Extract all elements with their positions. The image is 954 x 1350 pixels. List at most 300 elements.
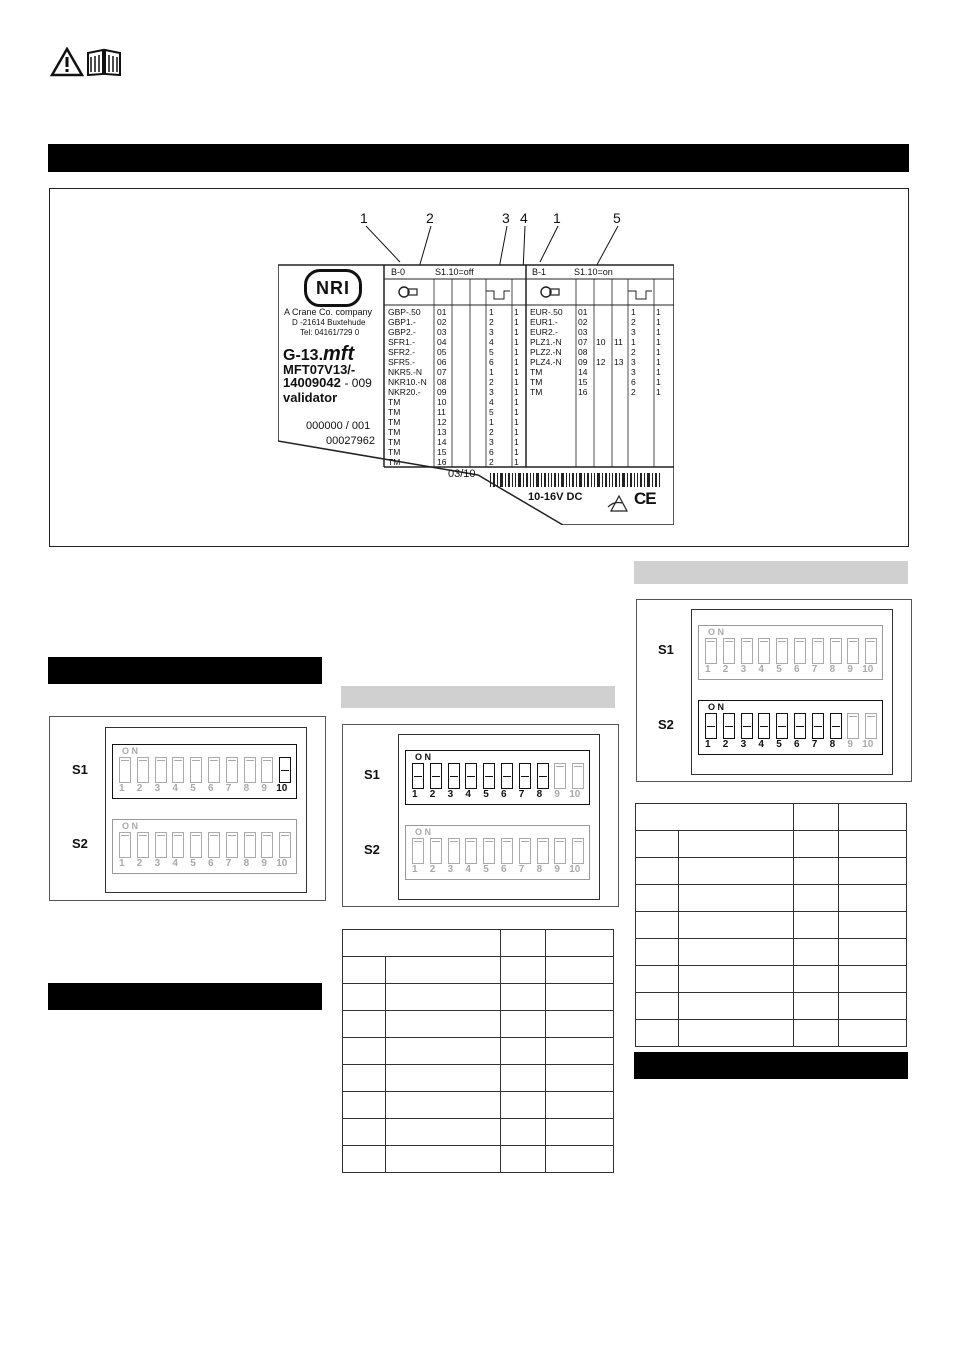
dip-toggle-knob <box>157 760 165 769</box>
table-row <box>636 858 907 885</box>
manufacturer-logo: NRI <box>304 269 362 307</box>
dip-number: 9 <box>554 864 560 875</box>
table-header-row <box>343 930 614 957</box>
plate-table-cell: 1 <box>514 357 519 367</box>
plate-table-cell: 16 <box>578 387 588 397</box>
dip-number: 1 <box>705 739 711 750</box>
dip-toggle-9[interactable] <box>847 638 859 664</box>
table-cell <box>385 1146 501 1173</box>
plate-table-cell: 01 <box>578 307 588 317</box>
table-cell <box>794 966 839 993</box>
table-row <box>343 984 614 1011</box>
section-bar-right <box>634 561 908 584</box>
dip-number: 3 <box>740 739 747 750</box>
dip-number: 2 <box>429 789 436 800</box>
table-cell <box>385 1065 501 1092</box>
dip-toggle-knob <box>228 835 236 844</box>
dip-toggle-knob <box>450 776 458 785</box>
plate-table-row <box>388 427 528 437</box>
table-cell <box>501 1092 546 1119</box>
dip-switch-s2-a <box>112 819 297 874</box>
plate-table-cell: 1 <box>514 397 519 407</box>
plate-table-cell: 03 <box>437 327 447 337</box>
plate-table-cell: 12 <box>437 417 447 427</box>
table-cell <box>636 885 679 912</box>
plate-table-row <box>530 367 670 377</box>
table-row <box>343 1011 614 1038</box>
plate-table-cell: 1 <box>514 437 519 447</box>
plate-table-cell: 02 <box>437 317 447 327</box>
s1-label-c: S1 <box>658 642 674 657</box>
plate-table-row <box>530 387 670 397</box>
plate-table-row <box>388 457 528 467</box>
dip-number: 5 <box>483 864 489 875</box>
dip-number: 6 <box>208 858 214 869</box>
dip-number: 2 <box>429 864 436 875</box>
dip-number: 3 <box>154 858 161 869</box>
table-cell <box>636 993 679 1020</box>
table-cell <box>385 957 501 984</box>
table-row <box>636 831 907 858</box>
dip-number: 6 <box>501 864 507 875</box>
dip-toggle-3[interactable] <box>155 757 167 783</box>
dip-toggle-1[interactable] <box>412 763 424 789</box>
table-cell <box>501 984 546 1011</box>
dip-number: 6 <box>794 664 800 675</box>
table-cell <box>794 993 839 1020</box>
plate-table-cell: 14 <box>578 367 588 377</box>
dip-switch-s1-a <box>112 744 297 799</box>
dip-number: 4 <box>758 739 764 750</box>
plate-table-row <box>530 357 670 367</box>
table-row <box>343 1065 614 1092</box>
dip-toggle-4[interactable] <box>465 838 477 864</box>
dip-on-label: O N <box>122 821 139 831</box>
plate-table-cell: TM <box>530 377 543 387</box>
plate-table-cell: 15 <box>437 447 447 457</box>
plate-table-cell: NKR10.-N <box>388 377 427 387</box>
dip-number: 2 <box>136 783 143 794</box>
ce-mark: CE <box>634 489 656 508</box>
dip-toggle-knob <box>725 641 733 650</box>
plate-table-cell: 3 <box>631 327 636 337</box>
table-row <box>343 1038 614 1065</box>
plate-table-cell: 03 <box>578 327 588 337</box>
plate-table-cell: 2 <box>631 347 636 357</box>
dip-toggle-knob <box>228 760 236 769</box>
dip-toggle-knob <box>867 716 875 725</box>
dip-number: 2 <box>722 739 729 750</box>
dip-toggle-knob <box>574 766 582 775</box>
dip-number: 9 <box>261 783 267 794</box>
dip-toggle-10[interactable] <box>279 757 291 783</box>
dip-toggle-6[interactable] <box>794 713 806 739</box>
plate-table-row <box>388 367 528 377</box>
dip-number: 6 <box>501 789 507 800</box>
table-cell <box>545 1038 613 1065</box>
dip-toggle-3[interactable] <box>741 713 753 739</box>
dip-toggle-3[interactable] <box>741 638 753 664</box>
dip-toggle-1[interactable] <box>705 713 717 739</box>
plate-table-cell: 1 <box>489 307 494 317</box>
dip-toggle-3[interactable] <box>155 832 167 858</box>
dip-toggle-7[interactable] <box>226 832 238 858</box>
plate-table-cell: 1 <box>656 347 661 357</box>
plate-table-cell: 1 <box>656 307 661 317</box>
dip-toggle-knob <box>849 716 857 725</box>
plate-table-cell: 05 <box>437 347 447 357</box>
plate-table-cell: SFR1.- <box>388 337 415 347</box>
plate-table-row <box>530 377 670 387</box>
plate-table-cell: TM <box>530 387 543 397</box>
date-code: 03/10 <box>448 468 476 480</box>
table-cell <box>545 1119 613 1146</box>
plate-table-cell: PLZ1.-N <box>530 337 562 347</box>
plate-table-cell: 10 <box>596 337 606 347</box>
plate-table-cell: 2 <box>489 317 494 327</box>
dip-number: 7 <box>811 664 818 675</box>
dip-toggle-knob <box>849 641 857 650</box>
dip-number: 2 <box>722 664 729 675</box>
section-bar-left-1 <box>48 657 322 684</box>
table-cell <box>501 1038 546 1065</box>
plate-table-cell: GBP2.- <box>388 327 416 337</box>
table-row <box>636 966 907 993</box>
dip-toggle-4[interactable] <box>758 638 770 664</box>
table-cell <box>678 831 794 858</box>
dip-toggle-10[interactable] <box>572 763 584 789</box>
dip-toggle-knob <box>707 726 715 735</box>
plate-table-cell: SFR5.- <box>388 357 415 367</box>
table-cell <box>545 957 613 984</box>
dip-number: 2 <box>136 858 143 869</box>
plate-table-row <box>530 317 670 327</box>
dip-toggle-knob <box>121 835 129 844</box>
plate-table-cell: 1 <box>631 307 636 317</box>
dip-toggle-knob <box>450 841 458 850</box>
dip-toggle-knob <box>485 776 493 785</box>
dip-toggle-9[interactable] <box>847 713 859 739</box>
dip-toggle-knob <box>157 835 165 844</box>
plate-table-cell: EUR2.- <box>530 327 558 337</box>
dip-number: 5 <box>190 783 196 794</box>
plate-table-cell: TM <box>388 447 401 457</box>
dip-toggle-6[interactable] <box>501 838 513 864</box>
plate-table-cell: GBP1.- <box>388 317 416 327</box>
dip-number: 4 <box>172 858 178 869</box>
dip-toggle-knob <box>574 841 582 850</box>
table-header-row <box>636 804 907 831</box>
table-cell <box>343 1092 386 1119</box>
dip-toggle-10[interactable] <box>279 832 291 858</box>
dip-number: 8 <box>243 858 250 869</box>
plate-table-cell: 6 <box>489 357 494 367</box>
dip-toggle-5[interactable] <box>776 638 788 664</box>
dip-number: 3 <box>154 783 161 794</box>
section-bar-left-2 <box>48 983 322 1010</box>
dip-switch-s2-c <box>698 700 883 755</box>
table-cell <box>545 1065 613 1092</box>
table-row <box>343 1146 614 1173</box>
dip-toggle-5[interactable] <box>483 838 495 864</box>
plate-table-cell: 09 <box>437 387 447 397</box>
plate-table-cell: TM <box>388 397 401 407</box>
dip-number: 10 <box>276 858 288 869</box>
dip-toggle-knob <box>743 726 751 735</box>
table-cell <box>838 993 906 1020</box>
plate-table-cell: 3 <box>489 437 494 447</box>
plate-table-cell: 01 <box>437 307 447 317</box>
table-cell <box>385 1119 501 1146</box>
table-cell <box>838 831 906 858</box>
dip-toggle-9[interactable] <box>554 763 566 789</box>
dip-toggle-1[interactable] <box>119 832 131 858</box>
dip-toggle-4[interactable] <box>172 757 184 783</box>
plate-table-cell: TM <box>388 457 401 467</box>
dip-toggle-7[interactable] <box>812 713 824 739</box>
dip-toggle-knob <box>246 835 254 844</box>
plate-table-cell: PLZ2.-N <box>530 347 562 357</box>
table-cell <box>678 939 794 966</box>
dip-toggle-4[interactable] <box>172 832 184 858</box>
plate-table-row <box>388 407 528 417</box>
dip-toggle-5[interactable] <box>190 757 202 783</box>
table-cell <box>678 858 794 885</box>
dip-number: 1 <box>705 664 711 675</box>
dip-toggle-2[interactable] <box>137 757 149 783</box>
dip-toggle-knob <box>796 641 804 650</box>
table-cell <box>545 1092 613 1119</box>
dip-number: 7 <box>518 789 525 800</box>
plate-table-cell: TM <box>388 427 401 437</box>
dip-toggle-8[interactable] <box>244 832 256 858</box>
dip-number: 6 <box>208 783 214 794</box>
dip-toggle-knob <box>414 776 422 785</box>
plate-table-row <box>530 337 670 347</box>
plate-table-cell: 1 <box>514 347 519 357</box>
table-cell <box>794 885 839 912</box>
dip-toggle-knob <box>778 726 786 735</box>
dip-toggle-knob <box>281 835 289 844</box>
plate-table-cell: TM <box>388 407 401 417</box>
section-bar-right-2 <box>634 1052 908 1079</box>
plate-table-cell: 08 <box>437 377 447 387</box>
callout-4: 4 <box>520 210 528 226</box>
dip-number: 1 <box>412 789 418 800</box>
dip-toggle-2[interactable] <box>723 638 735 664</box>
dip-number: 4 <box>465 864 471 875</box>
table-row <box>343 957 614 984</box>
plate-table-cell: 2 <box>489 427 494 437</box>
b0-setting: S1.10=off <box>435 267 474 277</box>
dip-toggle-10[interactable] <box>572 838 584 864</box>
table-cell <box>678 993 794 1020</box>
table-cell <box>636 966 679 993</box>
dip-toggle-5[interactable] <box>483 763 495 789</box>
plate-table-cell: 16 <box>437 457 447 467</box>
dip-number: 7 <box>518 864 525 875</box>
dip-number: 8 <box>536 864 543 875</box>
callout-5: 5 <box>613 210 621 226</box>
plate-table-cell: 14 <box>437 437 447 447</box>
dip-toggle-7[interactable] <box>226 757 238 783</box>
s1-label-a: S1 <box>72 762 88 777</box>
plate-table-cell: 1 <box>656 377 661 387</box>
dip-number: 7 <box>811 739 818 750</box>
table-cell <box>545 1011 613 1038</box>
plate-table-row <box>530 307 670 317</box>
dip-toggle-8[interactable] <box>537 763 549 789</box>
serial-number-1: 000000 / 001 <box>306 420 371 432</box>
table-cell <box>385 1011 501 1038</box>
plate-table-cell: 04 <box>437 337 447 347</box>
plate-table-cell: 1 <box>514 387 519 397</box>
plate-table-cell: 2 <box>631 317 636 327</box>
table-row <box>636 912 907 939</box>
plate-table-cell: 5 <box>489 347 494 357</box>
dip-toggle-2[interactable] <box>137 832 149 858</box>
dip-toggle-knob <box>263 835 271 844</box>
dip-toggle-1[interactable] <box>705 638 717 664</box>
table-cell <box>636 831 679 858</box>
dip-toggle-knob <box>139 835 147 844</box>
dip-toggle-5[interactable] <box>190 832 202 858</box>
plate-table-row <box>388 317 528 327</box>
table-header-cell <box>501 930 546 957</box>
dip-toggle-3[interactable] <box>448 838 460 864</box>
dip-number: 7 <box>225 783 232 794</box>
table-cell <box>501 957 546 984</box>
table-cell <box>678 966 794 993</box>
dip-toggle-8[interactable] <box>537 838 549 864</box>
plate-table-cell: 1 <box>489 417 494 427</box>
dip-on-label: O N <box>122 746 139 756</box>
plate-table-cell: 4 <box>489 397 494 407</box>
dip-toggle-7[interactable] <box>519 838 531 864</box>
dip-toggle-10[interactable] <box>865 638 877 664</box>
dip-toggle-6[interactable] <box>794 638 806 664</box>
plate-table-cell: 1 <box>656 327 661 337</box>
dip-toggle-3[interactable] <box>448 763 460 789</box>
plate-table-cell: 1 <box>514 377 519 387</box>
plate-table-cell: 09 <box>578 357 588 367</box>
dip-toggle-1[interactable] <box>119 757 131 783</box>
dip-toggle-8[interactable] <box>830 713 842 739</box>
dip-toggle-4[interactable] <box>465 763 477 789</box>
callout-1b: 1 <box>553 210 561 226</box>
dip-toggle-6[interactable] <box>501 763 513 789</box>
dip-on-label: O N <box>708 702 725 712</box>
dip-number: 4 <box>465 789 471 800</box>
dip-toggle-8[interactable] <box>244 757 256 783</box>
dip-toggle-9[interactable] <box>261 757 273 783</box>
model-line-1: G-13.mft <box>283 343 355 365</box>
plate-table-row <box>388 437 528 447</box>
table-cell <box>343 957 386 984</box>
dip-toggle-knob <box>832 726 840 735</box>
plate-table-cell: 1 <box>656 357 661 367</box>
dip-switch-s1-c <box>698 625 883 680</box>
plate-table-cell: 1 <box>514 317 519 327</box>
dip-toggle-9[interactable] <box>554 838 566 864</box>
plate-table-cell: 13 <box>437 427 447 437</box>
table-cell <box>678 1020 794 1047</box>
table-header-cell <box>636 804 794 831</box>
plate-table-cell: 07 <box>437 367 447 377</box>
table-cell <box>794 831 839 858</box>
coin-icon-b1 <box>540 285 560 299</box>
dip-toggle-5[interactable] <box>776 713 788 739</box>
dip-toggle-10[interactable] <box>865 713 877 739</box>
dip-toggle-knob <box>539 841 547 850</box>
dip-toggle-knob <box>867 641 875 650</box>
company-address: D -21614 Buxtehude <box>292 318 366 327</box>
plate-table-cell: 1 <box>514 457 519 467</box>
dip-toggle-knob <box>760 726 768 735</box>
plate-table-cell: 07 <box>578 337 588 347</box>
plate-table-row <box>388 387 528 397</box>
dip-number: 8 <box>829 739 836 750</box>
plate-table-cell: EUR1.- <box>530 317 558 327</box>
plate-table-row <box>530 327 670 337</box>
dip-toggle-4[interactable] <box>758 713 770 739</box>
table-cell <box>794 939 839 966</box>
plate-table-cell: 1 <box>514 327 519 337</box>
plate-table-cell: 1 <box>514 447 519 457</box>
dip-toggle-knob <box>432 776 440 785</box>
dip-number: 10 <box>569 789 581 800</box>
plate-table-row <box>388 307 528 317</box>
s2-label-a: S2 <box>72 836 88 851</box>
company-name: A Crane Co. company <box>284 307 373 317</box>
dip-number: 8 <box>829 664 836 675</box>
table-cell <box>636 858 679 885</box>
b1-setting: S1.10=on <box>574 267 613 277</box>
dip-number: 5 <box>776 664 782 675</box>
dip-number: 10 <box>276 783 288 794</box>
plate-table-row <box>388 447 528 457</box>
dip-number: 5 <box>776 739 782 750</box>
b0-header: B-0 <box>391 267 406 277</box>
dip-number: 3 <box>740 664 747 675</box>
plate-table-cell: TM <box>388 417 401 427</box>
dip-toggle-7[interactable] <box>812 638 824 664</box>
dip-toggle-knob <box>467 776 475 785</box>
table-cell <box>343 1119 386 1146</box>
dip-toggle-2[interactable] <box>430 763 442 789</box>
dip-toggle-9[interactable] <box>261 832 273 858</box>
dip-toggle-1[interactable] <box>412 838 424 864</box>
plate-table-cell: 1 <box>514 427 519 437</box>
dip-toggle-6[interactable] <box>208 832 220 858</box>
table-row <box>636 939 907 966</box>
dip-toggle-knob <box>121 760 129 769</box>
dip-toggle-8[interactable] <box>830 638 842 664</box>
plate-table-cell: 3 <box>489 387 494 397</box>
dip-toggle-6[interactable] <box>208 757 220 783</box>
plate-table-cell: EUR-.50 <box>530 307 563 317</box>
dip-toggle-knob <box>556 766 564 775</box>
table-header-cell <box>794 804 839 831</box>
dip-toggle-2[interactable] <box>430 838 442 864</box>
dip-toggle-7[interactable] <box>519 763 531 789</box>
table-cell <box>501 1119 546 1146</box>
dip-toggle-2[interactable] <box>723 713 735 739</box>
dip-toggle-knob <box>743 641 751 650</box>
plate-table-cell: 2 <box>631 387 636 397</box>
table-cell <box>838 858 906 885</box>
plate-table-cell: 5 <box>489 407 494 417</box>
